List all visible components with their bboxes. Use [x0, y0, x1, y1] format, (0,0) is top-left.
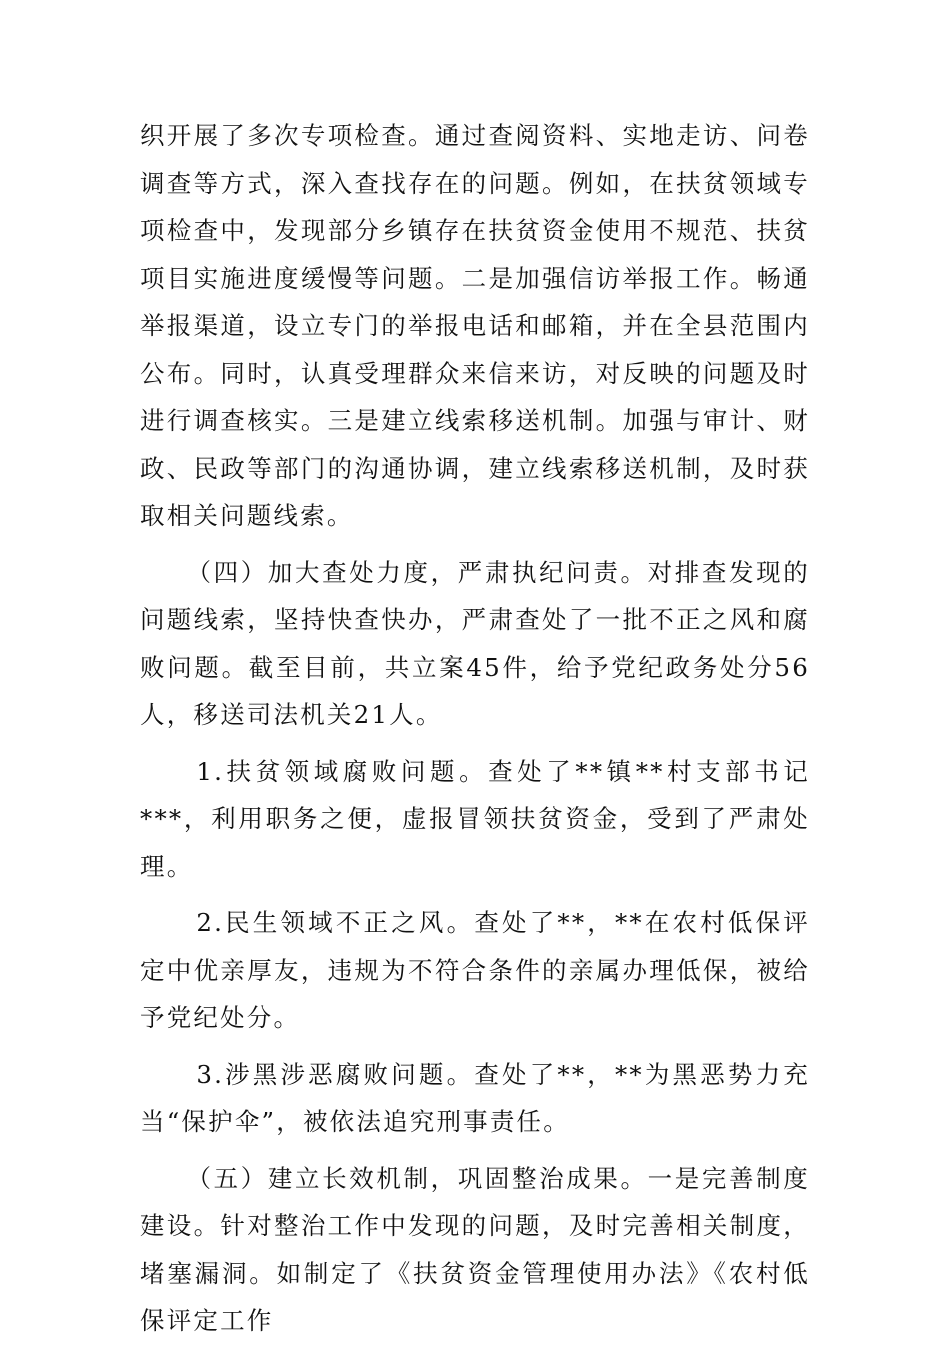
paragraph-section-four: （四）加大查处力度，严肃执纪问责。对排查发现的问题线索，坚持快查快办，严肃查处了一批不正之风和腐败问题。截至目前，共立案45件，给予党纪政务处分56人，移送司法机关21人。 [140, 557, 810, 729]
document-body [140, 112, 810, 1354]
paragraph-item-2: 2.民生领域不正之风。查处了**，**在农村低保评定中优亲厚友，违规为不符合条件的亲属办理低保，被给予党纪处分。 [140, 908, 810, 1032]
paragraph-item-1: 1.扶贫领域腐败问题。查处了**镇**村支部书记***，利用职务之便，虚报冒领扶贫资金，受到了严肃处理。 [140, 756, 810, 881]
paragraph-continuation: 织开展了多次专项检查。通过查阅资料、实地走访、问卷调查等方式，深入查找存在的问题。例如，在扶贫领域专项检查中，发现部分乡镇存在扶贫资金使用不规范、扶贫项目实施进度缓慢等问题。二是加强信访举报工作。畅通举报渠道，设立专门的举报电话和邮箱，并在全县范围内公布。同时，认真受理群众来信来访，对反映的问题及时进行调查核实。三是建立线索移送机制。加强与审计、财政、民政等部门的沟通协调，建立线索移送机制，及时获取相关问题线索。 [140, 121, 810, 530]
paragraph-section-five: （五）建立长效机制，巩固整治成果。一是完善制度建设。针对整治工作中发现的问题，及时完善相关制度，堵塞漏洞。如制定了《扶贫资金管理使用办法》《农村低保评定工作 [140, 1163, 810, 1335]
paragraph-item-3: 3.涉黑涉恶腐败问题。查处了**，**为黑恶势力充当“保护伞”，被依法追究刑事责任。 [140, 1059, 810, 1136]
